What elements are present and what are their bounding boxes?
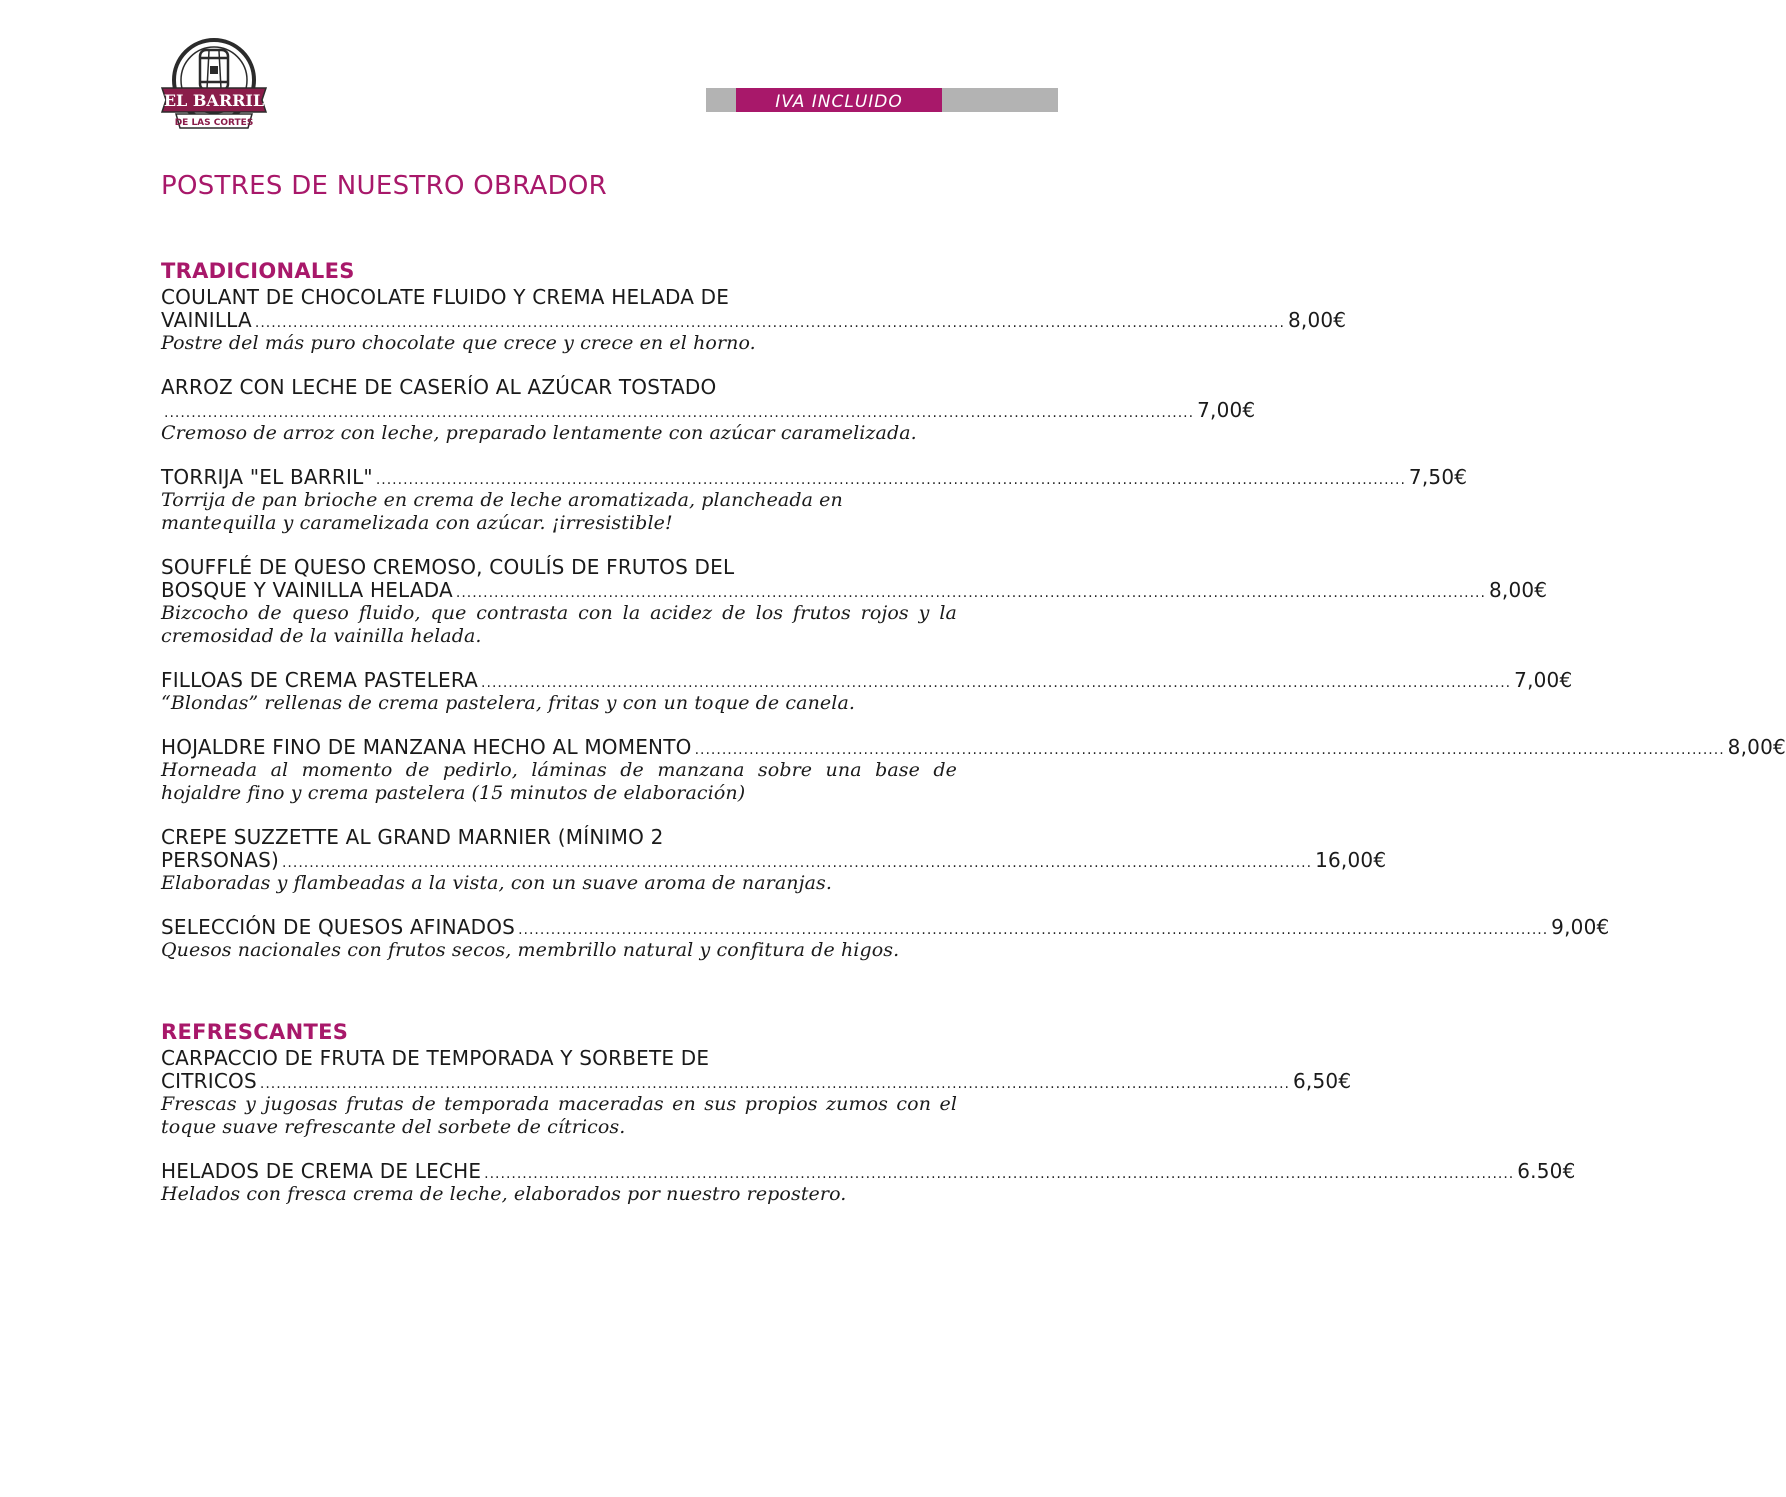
dot-leader: .............................................................................................................................................................................................	[481, 675, 1512, 691]
item-price: 7,00€	[1197, 398, 1256, 422]
item-description: “Blondas” rellenas de crema pastelera, fritas y con un toque de canela.	[161, 692, 856, 714]
menu-item	[161, 1046, 1352, 1139]
item-name: SELECCIÓN DE QUESOS AFINADOS	[161, 915, 516, 939]
menu-item	[161, 668, 1573, 715]
dot-leader: .............................................................................................................................................................................................	[281, 855, 1313, 871]
item-description: Torrija de pan brioche en crema de leche aromatizada, plancheada en mantequilla y caramelizada con azúcar. ¡irresistible!	[161, 489, 843, 534]
svg-text:DE LAS CORTES: DE LAS CORTES	[174, 118, 254, 128]
item-name: FILLOAS DE CREMA PASTELERA	[161, 668, 479, 692]
item-name-line: COULANT DE CHOCOLATE FLUIDO Y CREMA HELADA DE	[161, 285, 730, 309]
item-description: Bizcocho de queso fluido, que contrasta con la acidez de los frutos rojos y la cremosidad de la vainilla helada.	[161, 602, 957, 647]
item-name-line: CARPACCIO DE FRUTA DE TEMPORADA Y SORBETE DE	[161, 1046, 710, 1070]
item-description: Elaboradas y flambeadas a la vista, con un suave aroma de naranjas.	[161, 872, 833, 894]
menu-item	[161, 825, 1387, 895]
item-description: Helados con fresca crema de leche, elaborados por nuestro repostero.	[161, 1183, 847, 1205]
item-name-row	[161, 1069, 1352, 1093]
item-name: HELADOS DE CREMA DE LECHE	[161, 1159, 482, 1183]
page-title: POSTRES DE NUESTRO OBRADOR	[161, 171, 608, 201]
section-title-refrescantes: REFRESCANTES	[161, 1020, 349, 1044]
item-price: 7,50€	[1408, 465, 1468, 489]
item-name-row	[161, 735, 1786, 759]
item-name: HOJALDRE FINO DE MANZANA HECHO AL MOMENTO	[161, 735, 692, 759]
menu-item	[161, 465, 1468, 535]
item-description: Cremoso de arroz con leche, preparado lentamente con azúcar caramelizada.	[161, 422, 917, 444]
item-description: Quesos nacionales con frutos secos, membrillo natural y confitura de higos.	[161, 939, 900, 961]
item-name: CITRICOS	[161, 1069, 257, 1093]
item-description: Postre del más puro chocolate que crece y crece en el horno.	[161, 332, 756, 354]
dot-leader: .............................................................................................................................................................................................	[259, 1076, 1290, 1092]
menu-item	[161, 915, 1610, 962]
item-name-line: ARROZ CON LECHE DE CASERÍO AL AZÚCAR TOSTADO	[161, 375, 717, 399]
item-name-line: SOUFFLÉ DE QUESO CREMOSO, COULÍS DE FRUTOS DEL	[161, 555, 735, 579]
item-name-row	[161, 398, 1256, 422]
menu-item	[161, 555, 1548, 648]
item-name: PERSONAS)	[161, 848, 279, 872]
barrel-icon	[200, 50, 228, 90]
iva-badge: IVA INCLUIDO	[736, 88, 942, 112]
section-title-tradicionales: TRADICIONALES	[161, 259, 355, 283]
dot-leader: .............................................................................................................................................................................................	[254, 315, 1285, 331]
item-name: TORRIJA "EL BARRIL"	[161, 465, 373, 489]
dot-leader: .............................................................................................................................................................................................	[694, 742, 1725, 758]
item-price: 9,00€	[1551, 915, 1610, 939]
item-price: 6.50€	[1517, 1159, 1576, 1183]
el-barril-logo	[158, 36, 270, 132]
item-name: VAINILLA	[161, 308, 252, 332]
item-name-row	[161, 848, 1387, 872]
item-description: Frescas y jugosas frutas de temporada maceradas en sus propios zumos con el toque suave refrescante del sorbete de cítricos.	[161, 1093, 957, 1138]
item-name-row	[161, 668, 1573, 692]
iva-bar	[706, 88, 1058, 112]
dot-leader: .............................................................................................................................................................................................	[518, 922, 1549, 938]
svg-text:EL BARRIL: EL BARRIL	[163, 91, 265, 110]
item-price: 8,00€	[1727, 735, 1786, 759]
item-description: Horneada al momento de pedirlo, láminas de manzana sobre una base de hojaldre fino y crema pastelera (15 minutos de elaboración)	[161, 759, 957, 804]
menu-item	[161, 1159, 1576, 1206]
menu-item	[161, 375, 1256, 445]
item-name-line: CREPE SUZZETTE AL GRAND MARNIER (MÍNIMO 2	[161, 825, 664, 849]
item-price: 8,00€	[1287, 308, 1347, 332]
item-name-row	[161, 915, 1610, 939]
item-name-row	[161, 465, 1468, 489]
menu-item	[161, 735, 1786, 805]
item-name-row	[161, 1159, 1576, 1183]
dot-leader: .............................................................................................................................................................................................	[375, 472, 1406, 488]
item-name-row	[161, 308, 1347, 332]
item-price: 8,00€	[1488, 578, 1548, 602]
item-price: 6,50€	[1292, 1069, 1352, 1093]
dot-leader: .............................................................................................................................................................................................	[455, 585, 1486, 601]
menu-content	[161, 166, 1786, 1227]
menu-item	[161, 285, 1347, 355]
item-name-row	[161, 578, 1548, 602]
dot-leader: .............................................................................................................................................................................................	[164, 405, 1195, 421]
section-spacer	[161, 983, 961, 1017]
item-price: 7,00€	[1514, 668, 1573, 692]
item-name: BOSQUE Y VAINILLA HELADA	[161, 578, 453, 602]
dot-leader: .............................................................................................................................................................................................	[484, 1166, 1515, 1182]
item-price: 16,00€	[1315, 848, 1387, 872]
